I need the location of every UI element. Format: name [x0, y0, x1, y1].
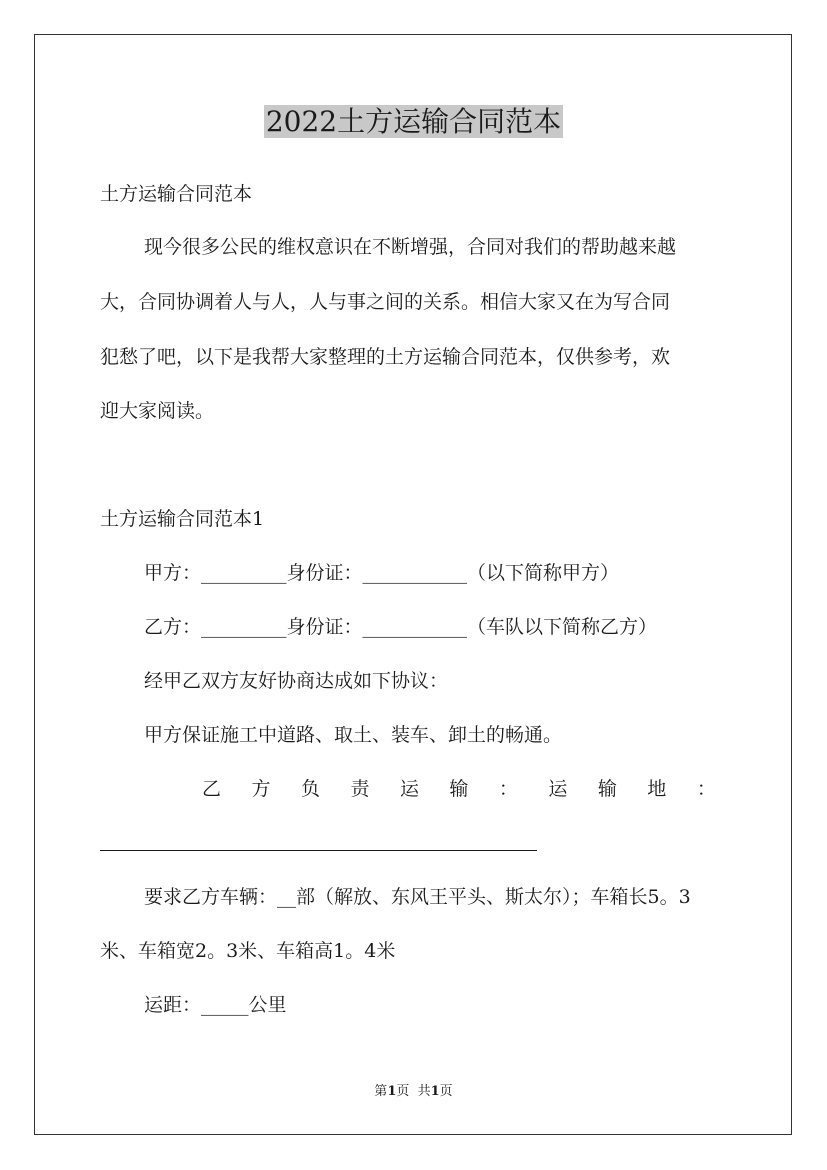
clause-b-char: 运 [399, 778, 419, 800]
distance-line: 运距：_____公里 [144, 994, 287, 1016]
clause-b-char: 乙 [202, 778, 222, 800]
clause-b-char: 负 [300, 778, 320, 800]
blank-underline [100, 850, 537, 851]
intro-line-1: 现今很多公民的维权意识在不断增强，合同对我们的帮助越来越 [144, 236, 677, 258]
clause-b-char: 输 [449, 778, 469, 800]
intro-line-4: 迎大家阅读。 [100, 400, 215, 422]
intro-line-3: 犯愁了吧，以下是我帮大家整理的土方运输合同范本，仅供参考，欢 [100, 346, 671, 368]
party-b-line: 乙方：_________身份证：___________（车队以下简称乙方） [144, 616, 658, 638]
clause-b-char: 运 [548, 778, 568, 800]
clause-party-a: 甲方保证施工中道路、取土、装车、卸土的畅通。 [144, 724, 563, 746]
clause-b-char: ： [696, 778, 716, 800]
footer-page-prefix: 第 [374, 1084, 388, 1099]
footer-page-suffix: 页 [439, 1084, 453, 1099]
page-footer [0, 1082, 827, 1102]
clause-b-char: 方 [251, 778, 271, 800]
footer-page-total: 1 [430, 1084, 440, 1099]
document-title-text: 2022土方运输合同范本 [265, 105, 562, 138]
party-a-line: 甲方：_________身份证：___________（以下简称甲方） [144, 562, 620, 584]
footer-page-current: 1 [387, 1084, 397, 1099]
clause-party-b [100, 775, 716, 803]
document-subtitle: 土方运输合同范本 [100, 183, 253, 205]
intro-line-2: 大，合同协调着人与人，人与事之间的关系。相信大家又在为写合同 [100, 291, 671, 313]
clause-b-char: 地 [647, 778, 667, 800]
document-title [0, 100, 827, 144]
vehicle-requirement-line-1: 要求乙方车辆：__部（解放、东风王平头、斯太尔）；车箱长5。3 [144, 886, 691, 908]
agreement-intro: 经甲乙双方友好协商达成如下协议： [144, 670, 449, 692]
footer-page-mid: 页 共 [396, 1084, 431, 1099]
clause-b-char: 责 [350, 778, 370, 800]
vehicle-requirement-line-2: 米、车箱宽2。3米、车箱高1。4米 [100, 940, 396, 962]
clause-b-char: ： [498, 778, 518, 800]
clause-b-char: 输 [597, 778, 617, 800]
section-heading: 土方运输合同范本1 [100, 508, 265, 530]
